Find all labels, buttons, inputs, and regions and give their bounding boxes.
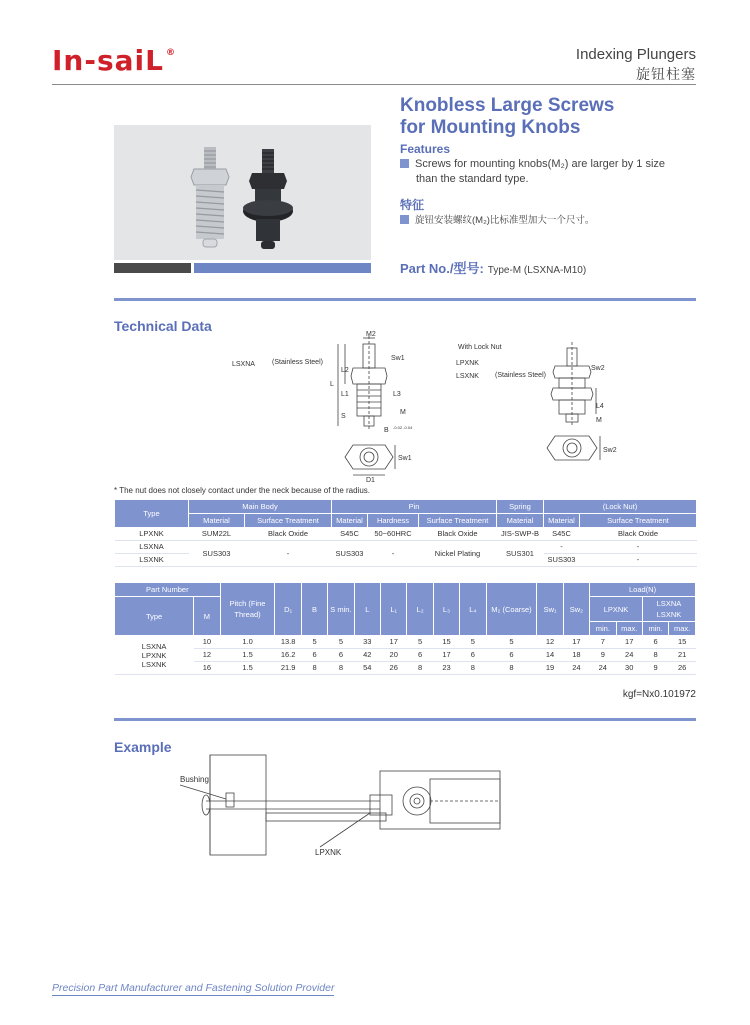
header-max: max.: [669, 622, 696, 636]
table-row: 12 1.5 16.2 6 6 42 20 6 17 6 6 14 18 9 24 8 21: [115, 649, 696, 662]
photo-accent-bar-dark: [114, 263, 191, 273]
dim-sw2: Sw2: [591, 365, 605, 372]
dimension-table: [114, 582, 696, 675]
subheader: Surface Treatment: [419, 514, 497, 528]
section-divider-technical: [114, 298, 696, 301]
technical-drawing: [230, 330, 630, 484]
drawing-label-lsxnk: LSXNK: [456, 373, 479, 380]
features-heading-zh: 特征: [400, 198, 425, 212]
drawing-label-lsxna: LSXNA: [232, 361, 255, 368]
header-d1: D₁: [275, 583, 301, 636]
dim-m-right: M: [596, 417, 602, 424]
dim-sw2-bottom: Sw2: [603, 447, 617, 454]
header-pitch: Pitch (Fine Thread): [220, 583, 275, 636]
drawing-label-lpxnk: LPXNK: [456, 360, 479, 367]
dim-l4: L4: [596, 403, 604, 410]
dim-l2: L2: [341, 367, 349, 374]
header-sw1: Sw₁: [537, 583, 563, 636]
table-row: 16 1.5 21.9 8 8 54 26 8 23 8 8 19 24 24 30 9 26: [115, 662, 696, 675]
header-l4: L₄: [460, 583, 486, 636]
subheader: Surface Treatment: [245, 514, 332, 528]
features-heading: Features: [400, 142, 451, 156]
dim-sw1-bottom: Sw1: [398, 455, 412, 462]
header-pin: Pin: [332, 500, 497, 514]
header-divider: [52, 84, 696, 85]
drawing-material-left: (Stainless Steel): [272, 359, 323, 366]
product-photo: [114, 125, 371, 260]
brand-logo: In-saiL ®: [52, 44, 176, 77]
header-lock-nut: (Lock Nut): [544, 500, 697, 514]
subheader: Hardness: [368, 514, 419, 528]
material-table: [114, 499, 697, 567]
part-number: Part No./型号: Type-M (LSXNA-M10): [400, 261, 587, 276]
example-title: Example: [114, 739, 172, 755]
header-part-number: Part Number: [115, 583, 221, 597]
dim-m2: M2: [366, 331, 376, 338]
category-title-zh: 旋钮柱塞: [636, 66, 696, 82]
table-row: LSXNA LPXNK LSXNK 10 1.0 13.8 5 5 33 17 5 15 5 5 12 17 7 17 6 15: [115, 636, 696, 649]
bullet-square-icon: [400, 159, 409, 168]
subheader: Material: [497, 514, 544, 528]
dim-m: M: [400, 409, 406, 416]
dim-d1: D1: [366, 477, 375, 484]
product-title: Knobless Large Screws for Mounting Knobs: [400, 95, 615, 138]
footer-tagline: Precision Part Manufacturer and Fastening Solution Provider: [52, 982, 335, 994]
table-row: LSXNK SUS303 -: [115, 554, 697, 567]
dim-sw1: Sw1: [391, 355, 405, 362]
header-l3: L₃: [433, 583, 459, 636]
header-type: Type: [115, 597, 194, 636]
header-s: S min.: [328, 583, 354, 636]
header-lsxna-lsxnk: LSXNA LSXNK: [642, 597, 695, 622]
nut-note: * The nut does not closely contact under the neck because of the radius.: [114, 486, 371, 495]
drawing-heading-locknut: With Lock Nut: [458, 344, 502, 351]
header-max: max.: [616, 622, 642, 636]
header-main-body: Main Body: [189, 500, 332, 514]
table-row: LPXNK SUM22L Black Oxide S45C 50~60HRC Black Oxide JIS-SWP-B S45C Black Oxide: [115, 528, 697, 541]
header-lpxnk: LPXNK: [590, 597, 643, 622]
feature-item-zh: 旋钮安装螺纹(M₂)比标准型加大一个尺寸。: [400, 212, 594, 226]
table-row: LSXNA SUS303 - SUS303 - Nickel Plating SUS301 - -: [115, 541, 697, 554]
header-l1: L₁: [381, 583, 407, 636]
dim-l3: L3: [393, 391, 401, 398]
header-m: M: [194, 597, 220, 636]
header-m2: M₂ (Coarse): [486, 583, 537, 636]
photo-accent-bar-blue: [194, 263, 371, 273]
type-cell: LSXNA LPXNK LSXNK: [115, 636, 194, 675]
header-spring: Spring: [497, 500, 544, 514]
technical-data-title: Technical Data: [114, 318, 212, 334]
header-l2: L₂: [407, 583, 433, 636]
subheader: Material: [189, 514, 245, 528]
header-min: min.: [642, 622, 668, 636]
dim-s: S: [341, 413, 346, 420]
dim-tolerance: -0.02 -0.04: [393, 425, 413, 430]
kgf-conversion: kgf=Nx0.101972: [622, 689, 696, 700]
label-lpxnk: LPXNK: [315, 848, 342, 857]
subheader: Material: [332, 514, 368, 528]
header-b: B: [301, 583, 327, 636]
header-l: L: [354, 583, 380, 636]
header-type: Type: [115, 500, 189, 528]
header-min: min.: [590, 622, 616, 636]
subheader: Material: [544, 514, 580, 528]
lsxna-side-view: [338, 336, 395, 475]
header-sw2: Sw₂: [563, 583, 589, 636]
dim-b: B: [384, 427, 389, 434]
drawing-material-right: (Stainless Steel): [495, 372, 546, 379]
dim-l: L: [330, 381, 334, 388]
black-oxide-plunger-image: [243, 149, 293, 249]
dim-l1: L1: [341, 391, 349, 398]
stainless-plunger-image: [191, 147, 229, 247]
category-title-en: Indexing Plungers: [575, 46, 696, 63]
lpxnk-side-view: [547, 342, 600, 460]
label-bushing: Bushing: [180, 775, 209, 784]
feature-item: Screws for mounting knobs(M₂) are larger by 1 size than the standard type.: [400, 157, 700, 187]
bullet-square-icon: [400, 215, 409, 224]
section-divider-example: [114, 718, 696, 721]
subheader: Surface Treatment: [580, 514, 697, 528]
header-load: Load(N): [590, 583, 696, 597]
registered-mark: ®: [165, 48, 176, 58]
example-drawing: [170, 755, 510, 865]
